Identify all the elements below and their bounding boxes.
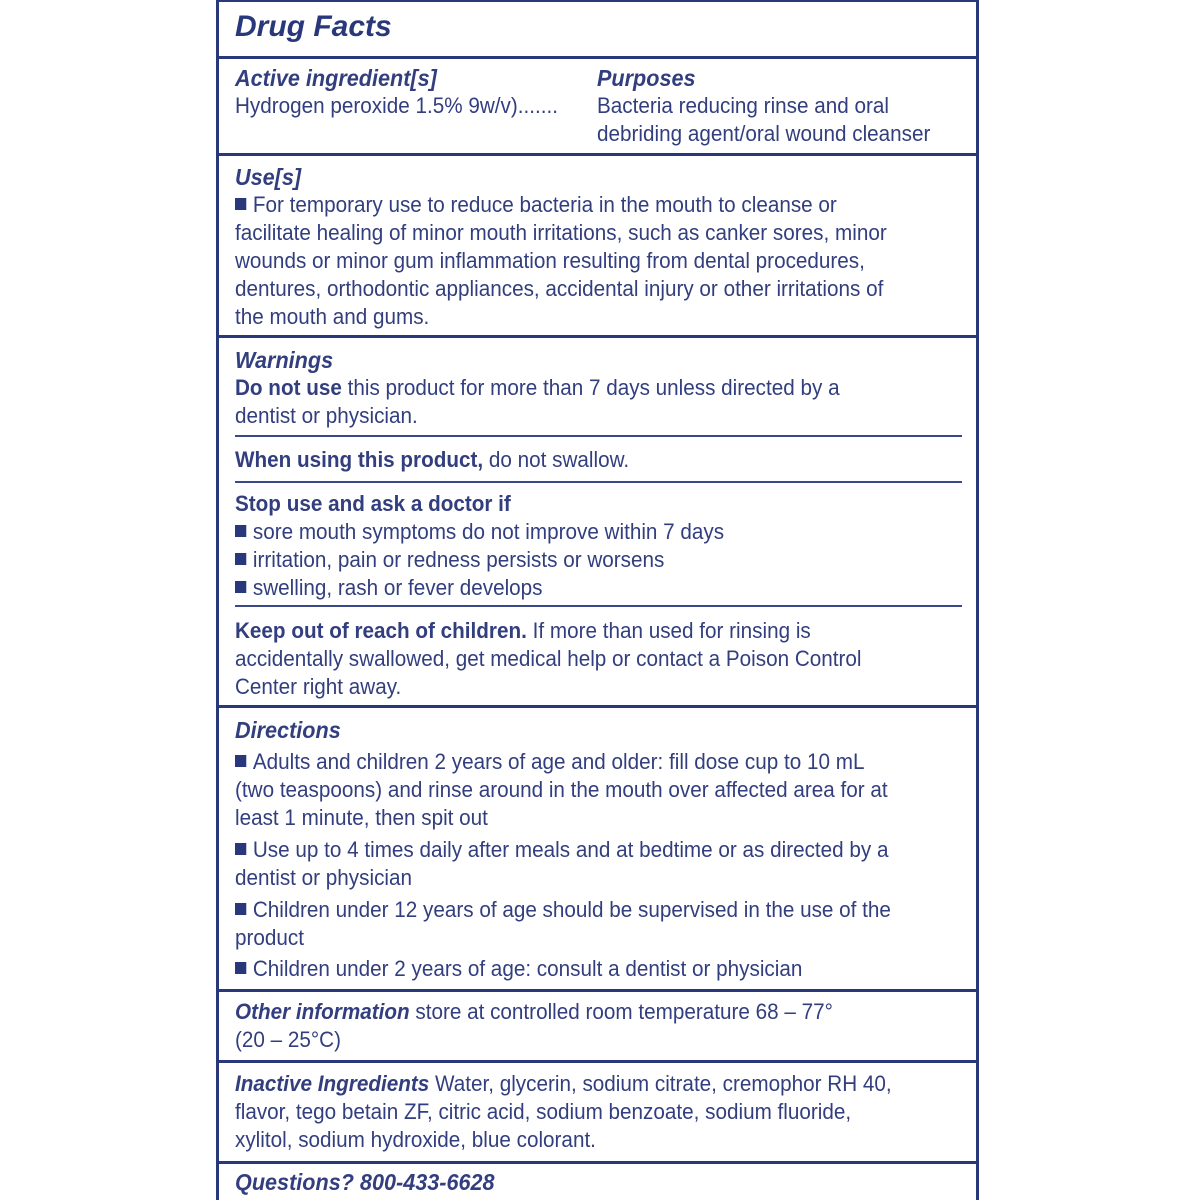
stop-use-item: swelling, rash or fever develops [235, 574, 543, 602]
directions-line: product [235, 925, 304, 950]
bullet-icon [235, 198, 246, 210]
directions-line: Children under 2 years of age: consult a dentist or physician [235, 955, 802, 983]
thin-divider [235, 481, 962, 483]
bullet-icon [235, 755, 246, 767]
inactive-ingredients-text: Inactive Ingredients Water, glycerin, sodium citrate, cremophor RH 40, [235, 1071, 892, 1096]
directions-heading: Directions [235, 717, 341, 743]
uses-line: facilitate healing of minor mouth irritations, such as canker sores, minor [235, 220, 887, 245]
drug-facts-panel [216, 0, 979, 1200]
keep-out-text: accidentally swallowed, get medical help or contact a Poison Control [235, 646, 862, 671]
do-not-use-text: Do not use this product for more than 7 days unless directed by a [235, 375, 840, 400]
active-ingredient-section [219, 62, 976, 154]
stop-use-item: sore mouth symptoms do not improve within 7 days [235, 518, 724, 546]
bullet-icon [235, 525, 246, 537]
other-info-text: (20 – 25°C) [235, 1027, 341, 1052]
directions-line: Adults and children 2 years of age and older: fill dose cup to 10 mL [235, 748, 864, 776]
uses-heading: Use[s] [235, 164, 302, 190]
warnings-heading: Warnings [235, 347, 334, 373]
bullet-icon [235, 581, 246, 593]
divider [219, 705, 976, 708]
purposes-heading: Purposes [597, 65, 696, 91]
uses-section [219, 160, 976, 336]
thin-divider [235, 435, 962, 437]
directions-line: Children under 12 years of age should be supervised in the use of the [235, 896, 891, 924]
directions-line: dentist or physician [235, 865, 413, 890]
directions-line: least 1 minute, then spit out [235, 805, 488, 830]
drug-facts-title: Drug Facts [235, 10, 392, 43]
questions-text: Questions? 800-433-6628 [235, 1169, 495, 1195]
bullet-icon [235, 553, 246, 565]
do-not-use-text: dentist or physician. [235, 403, 418, 428]
when-using-text: When using this product, do not swallow. [235, 447, 630, 472]
bullet-icon [235, 843, 246, 855]
directions-line: Use up to 4 times daily after meals and at bedtime or as directed by a [235, 836, 889, 864]
other-info-text: Other information store at controlled room temperature 68 – 77° [235, 999, 833, 1024]
bullet-icon [235, 903, 246, 915]
stop-use-item: irritation, pain or redness persists or worsens [235, 546, 664, 574]
divider [219, 153, 976, 156]
uses-line: dentures, orthodontic appliances, accidental injury or other irritations of [235, 276, 884, 301]
divider [219, 989, 976, 992]
active-ingredient-heading: Active ingredient[s] [235, 65, 437, 91]
uses-line: wounds or minor gum inflammation resulting from dental procedures, [235, 248, 865, 273]
uses-line: For temporary use to reduce bacteria in the mouth to cleanse or [235, 191, 837, 219]
inactive-ingredients-text: flavor, tego betain ZF, citric acid, sodium benzoate, sodium fluoride, [235, 1099, 852, 1124]
bullet-icon [235, 962, 246, 974]
purpose-line: Bacteria reducing rinse and oral [597, 93, 889, 118]
keep-out-text: Keep out of reach of children. If more than used for rinsing is [235, 618, 811, 643]
divider [219, 1060, 976, 1063]
uses-line: the mouth and gums. [235, 304, 430, 329]
thin-divider [235, 605, 962, 607]
directions-line: (two teaspoons) and rinse around in the mouth over affected area for at [235, 777, 888, 802]
inactive-ingredients-text: xylitol, sodium hydroxide, blue colorant. [235, 1127, 596, 1152]
divider [219, 56, 976, 59]
purpose-line: debriding agent/oral wound cleanser [597, 121, 931, 146]
keep-out-text: Center right away. [235, 674, 402, 699]
divider [219, 335, 976, 338]
divider [219, 1161, 976, 1164]
stop-use-heading: Stop use and ask a doctor if [235, 491, 511, 516]
active-ingredient-text: Hydrogen peroxide 1.5% 9w/v)....... [235, 93, 559, 118]
